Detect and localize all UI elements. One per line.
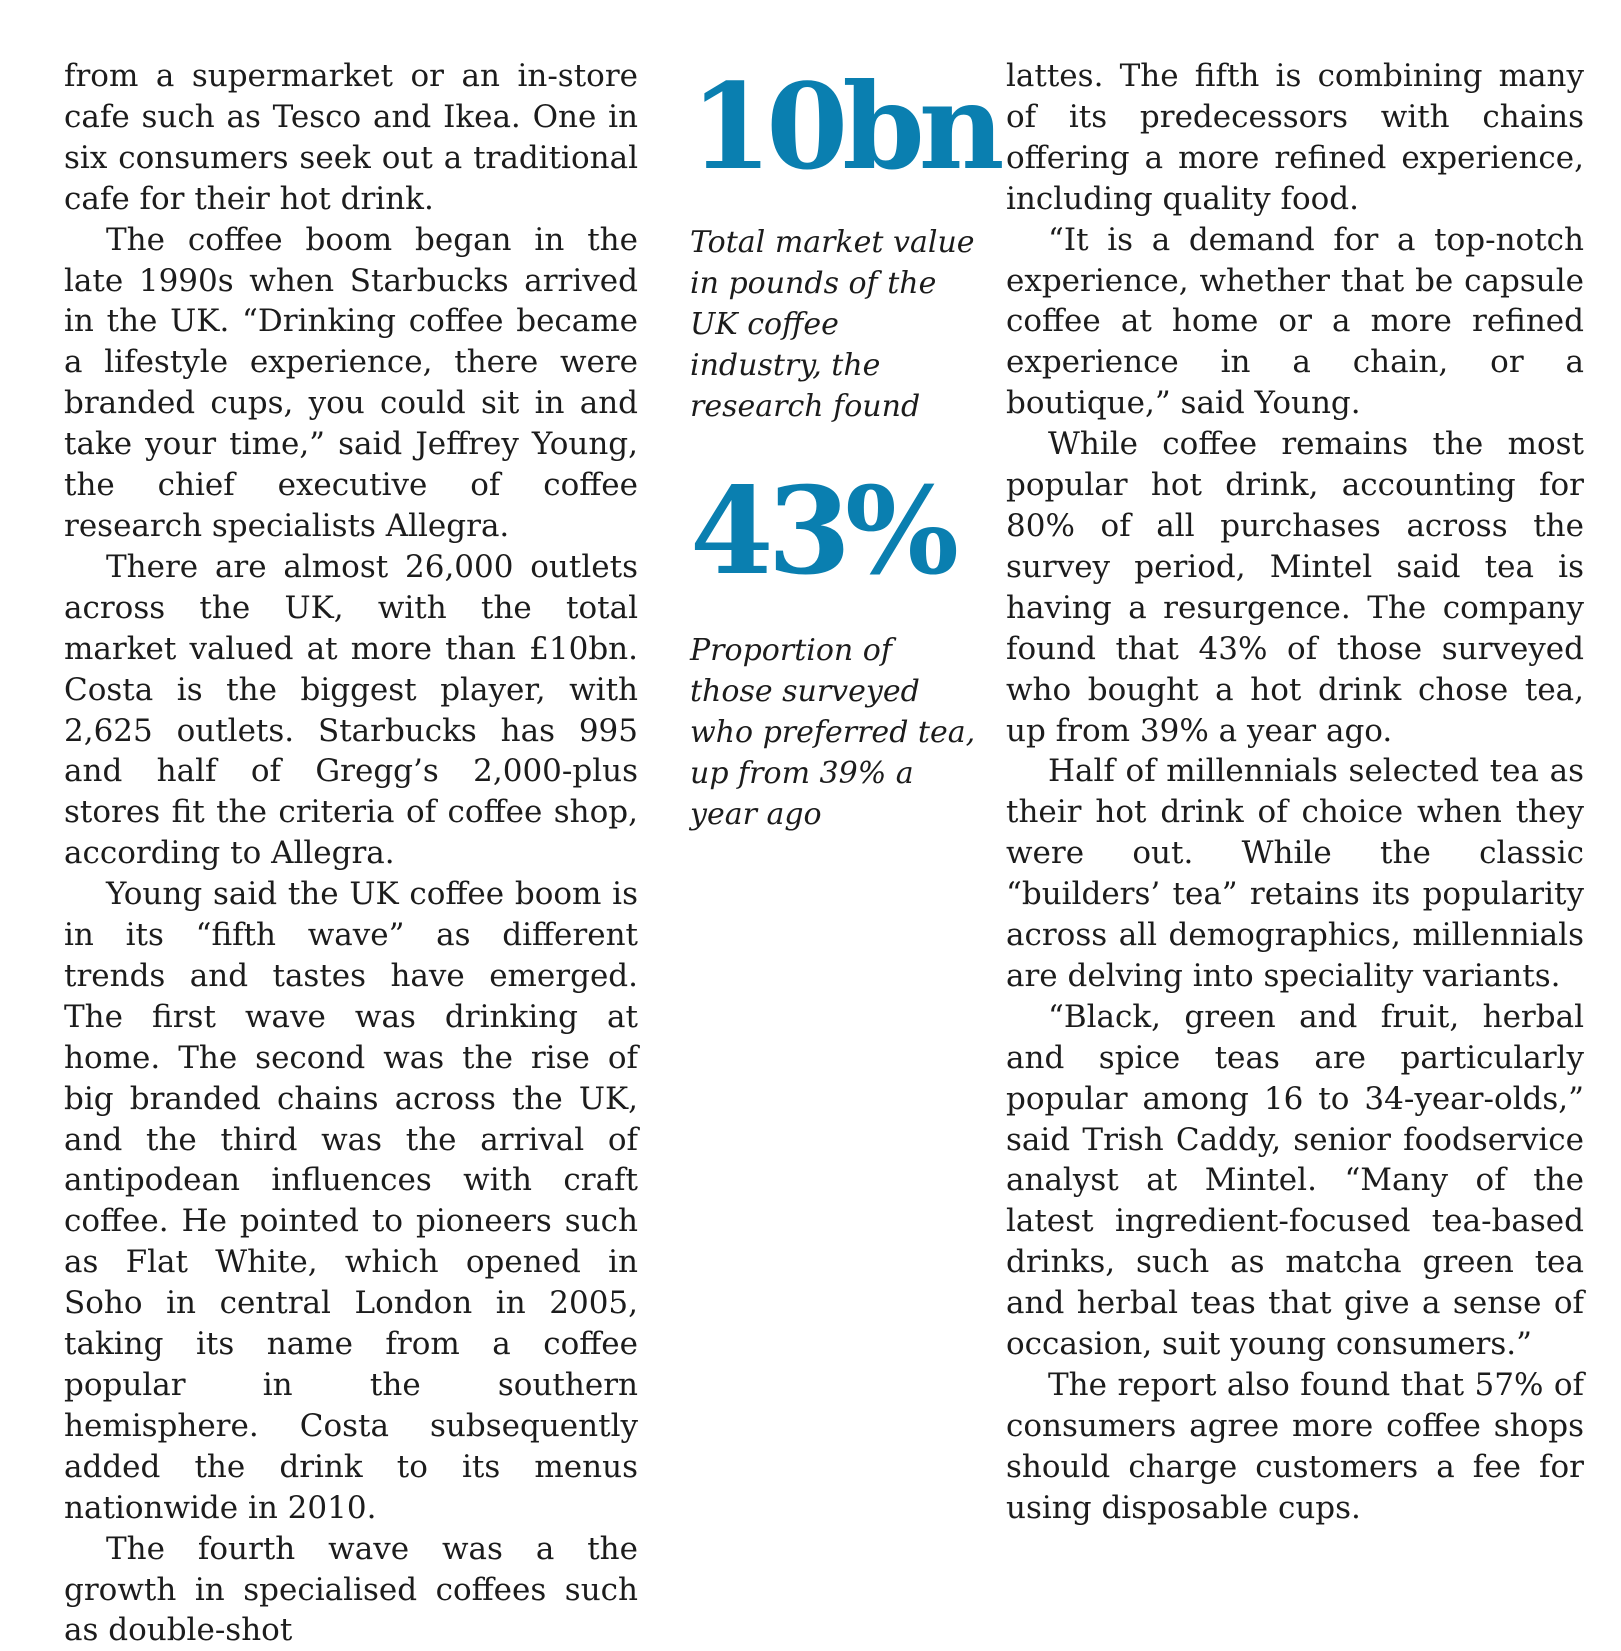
paragraph: “It is a demand for a top-notch experience, whether that be capsule coffee at home or a more refined experience in a chain, or a boutique,” said Young.: [1006, 221, 1584, 422]
paragraph: The report also found that 57% of consumers agree more coffee shops should charge customers a fee for using disposable cups.: [1006, 1367, 1584, 1526]
stat-market-value: 10bn: [690, 57, 999, 196]
stat-tea-proportion-caption: Proportion of those surveyed who preferred tea, up from 39% a year ago: [690, 633, 976, 832]
paragraph: There are almost 26,000 outlets across the UK, with the total market valued at more than £10bn. Costa is the biggest player, with 2,625 outlets. Starbucks has 995 and half of Gregg’s 2,000-plus stores fit the criteria of coffee shop, according to Allegra.: [64, 548, 638, 872]
paragraph: Young said the UK coffee boom is in its “fifth wave” as different trends and tastes have emerged. The first wave was drinking at home. The second was the rise of big branded chains across the UK, and the third was the arrival of antipodean influences with craft coffee. He pointed to pioneers such as Flat White, which opened in Soho in central London in 2005, taking its name from a coffee popular in the southern hemisphere. Costa subsequently added the drink to its menus nationwide in 2010.: [64, 876, 638, 1526]
stat-tea-proportion: 43%: [690, 461, 954, 602]
paragraph: While coffee remains the most popular hot drink, accounting for 80% of all purchases across the survey period, Mintel said tea is having a resurgence. The company found that 43% of those surveyed who bought a hot drink chose tea, up from 39% a year ago.: [1006, 426, 1584, 749]
paragraph: Half of millennials selected tea as their hot drink of choice when they were out. While the classic “builders’ tea” retains its popularity across all demographics, millennials are delving into speciality variants.: [1006, 753, 1584, 994]
paragraph: lattes. The fifth is combining many of its predecessors with chains offering a more refined experience, including quality food.: [1006, 58, 1584, 217]
article-column-left: [64, 56, 638, 1651]
paragraph: The fourth wave was a the growth in specialised coffees such as double-shot: [64, 1530, 638, 1649]
article-column-right: [1006, 56, 1584, 1529]
paragraph: The coffee boom began in the late 1990s when Starbucks arrived in the UK. “Drinking coffee became a lifestyle experience, there were branded cups, you could sit in and take your time,” said Jeffrey Young, the chief executive of coffee research specialists Allegra.: [64, 221, 638, 544]
paragraph: “Black, green and fruit, herbal and spice teas are particularly popular among 16 to 34-year-olds,” said Trish Caddy, senior foodservice analyst at Mintel. “Many of the latest ingredient-focused tea-based drinks, such as matcha green tea and herbal teas that give a sense of occasion, suit young consumers.”: [1006, 998, 1584, 1363]
stat-market-value-caption: Total market value in pounds of the UK coffee industry, the research found: [690, 225, 975, 424]
paragraph: from a supermarket or an in-store cafe such as Tesco and Ikea. One in six consumers seek out a traditional cafe for their hot drink.: [64, 58, 638, 217]
